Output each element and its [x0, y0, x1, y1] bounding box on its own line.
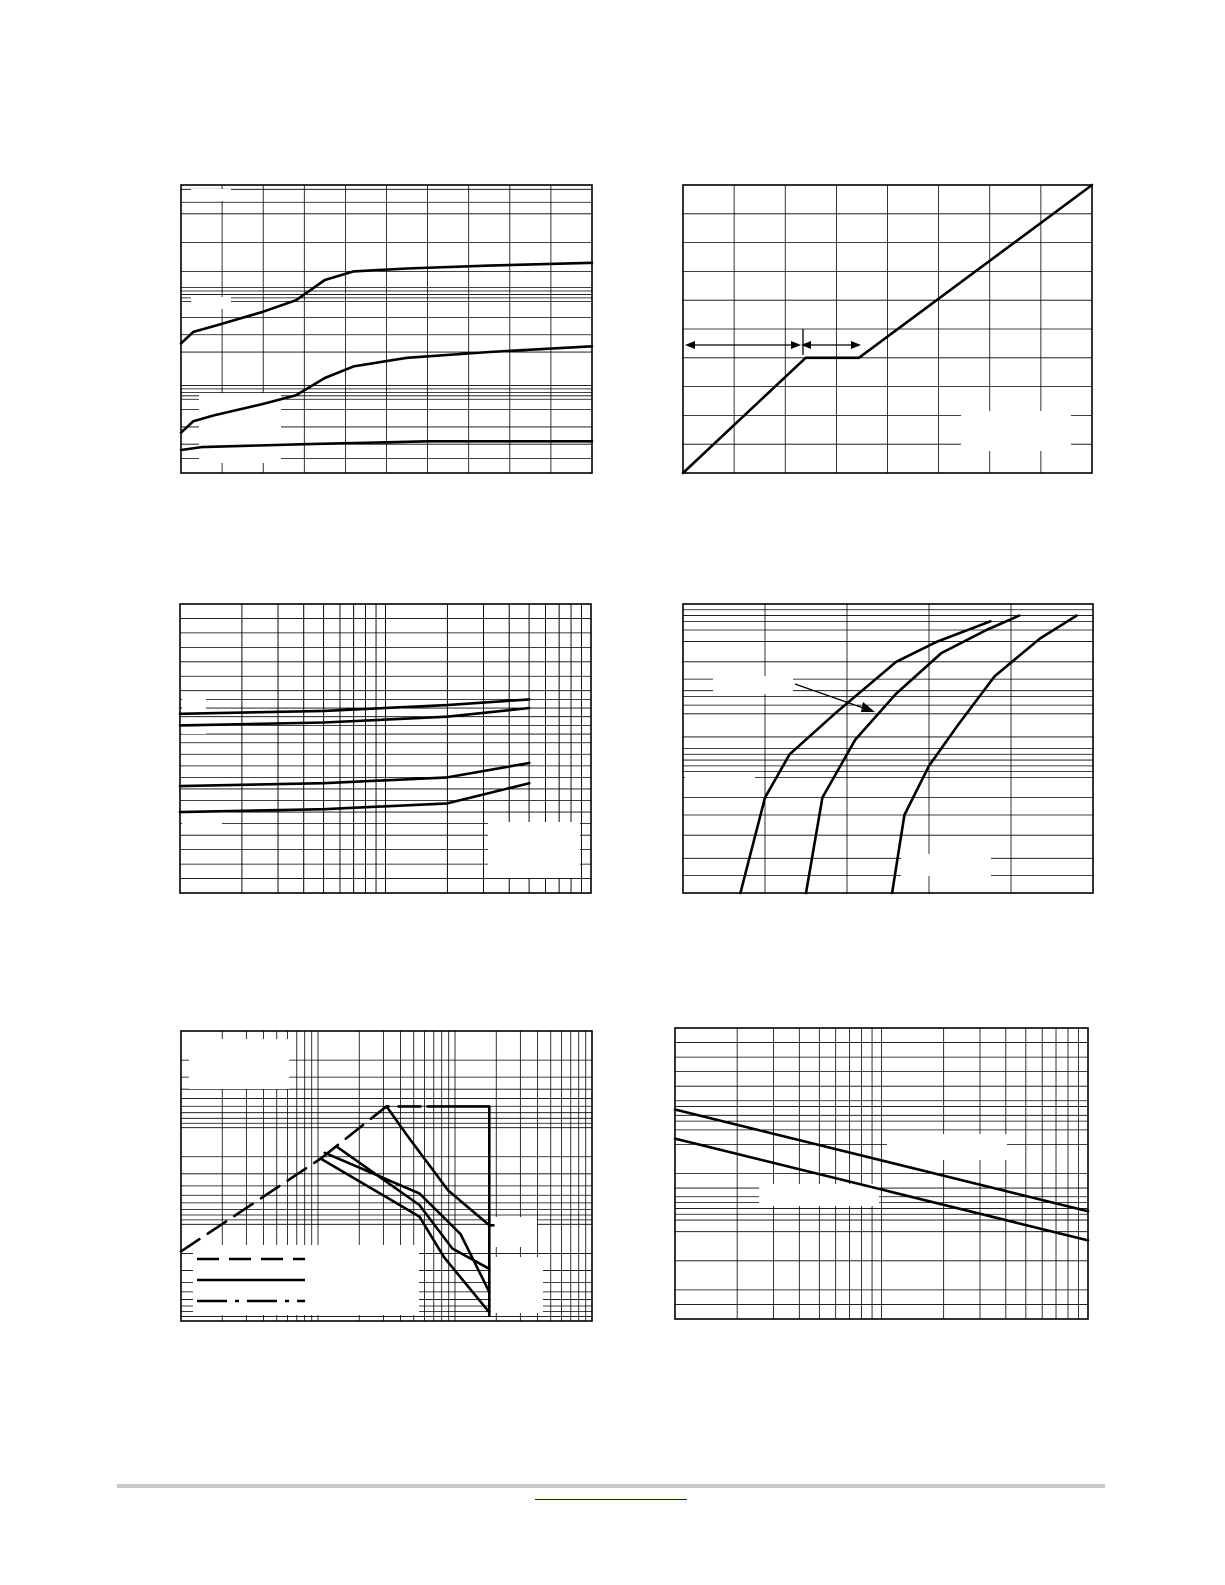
chart-2-arrowhead-left-end: [791, 341, 801, 349]
footer-link[interactable]: [535, 1499, 687, 1500]
chart-4-label-mask-a: [713, 676, 793, 694]
chart-4-label-mask-b: [685, 772, 755, 790]
chart-3-label-mask-c: [182, 812, 222, 826]
chart-1-label-mask-mid: [191, 297, 231, 309]
chart-5-label-mask-right-b: [491, 1257, 543, 1313]
chart-6-label-mask-a: [887, 1134, 1007, 1160]
chart-4-masks: [685, 676, 991, 876]
chart-5: [181, 1031, 592, 1321]
chart-6-label-mask-b: [759, 1184, 879, 1206]
chart-1-masks: [191, 189, 281, 463]
chart-3-series-4: [180, 783, 529, 812]
chart-1-label-mask-top: [191, 189, 231, 201]
chart-5-series-1: [181, 1159, 321, 1252]
chart-5-label-mask-top: [189, 1039, 289, 1089]
chart-6-grid: [675, 1028, 1088, 1319]
chart-3-label-mask-b: [182, 720, 206, 734]
chart-4-grid: [683, 604, 1093, 893]
chart-1: [181, 185, 592, 473]
chart-4: [683, 604, 1093, 893]
chart-5-label-mask-right-a: [491, 1217, 537, 1247]
chart-4-pointer-head: [861, 702, 875, 712]
chart-6-masks: [759, 1134, 1007, 1206]
chart-2-legend-mask: [961, 411, 1071, 451]
chart-2-masks: [961, 411, 1071, 451]
chart-2-annotation: [685, 329, 861, 355]
chart-6: [675, 1028, 1088, 1319]
chart-3-label-mask-a: [182, 696, 206, 710]
chart-3-series-1: [180, 699, 529, 713]
chart-2-arrowhead-left: [685, 341, 695, 349]
chart-2: [683, 185, 1092, 473]
footer-divider: [117, 1484, 1105, 1488]
chart-3-series-3: [180, 763, 529, 786]
chart-5-series-2: [321, 1106, 428, 1158]
chart-4-label-mask-c: [901, 854, 991, 876]
chart-3-legend-mask: [488, 822, 580, 878]
chart-4-pointer-line: [795, 684, 869, 710]
chart-2-arrowhead-mid-right: [851, 341, 861, 349]
chart-3: [180, 604, 591, 893]
chart-3-series: [180, 699, 529, 812]
